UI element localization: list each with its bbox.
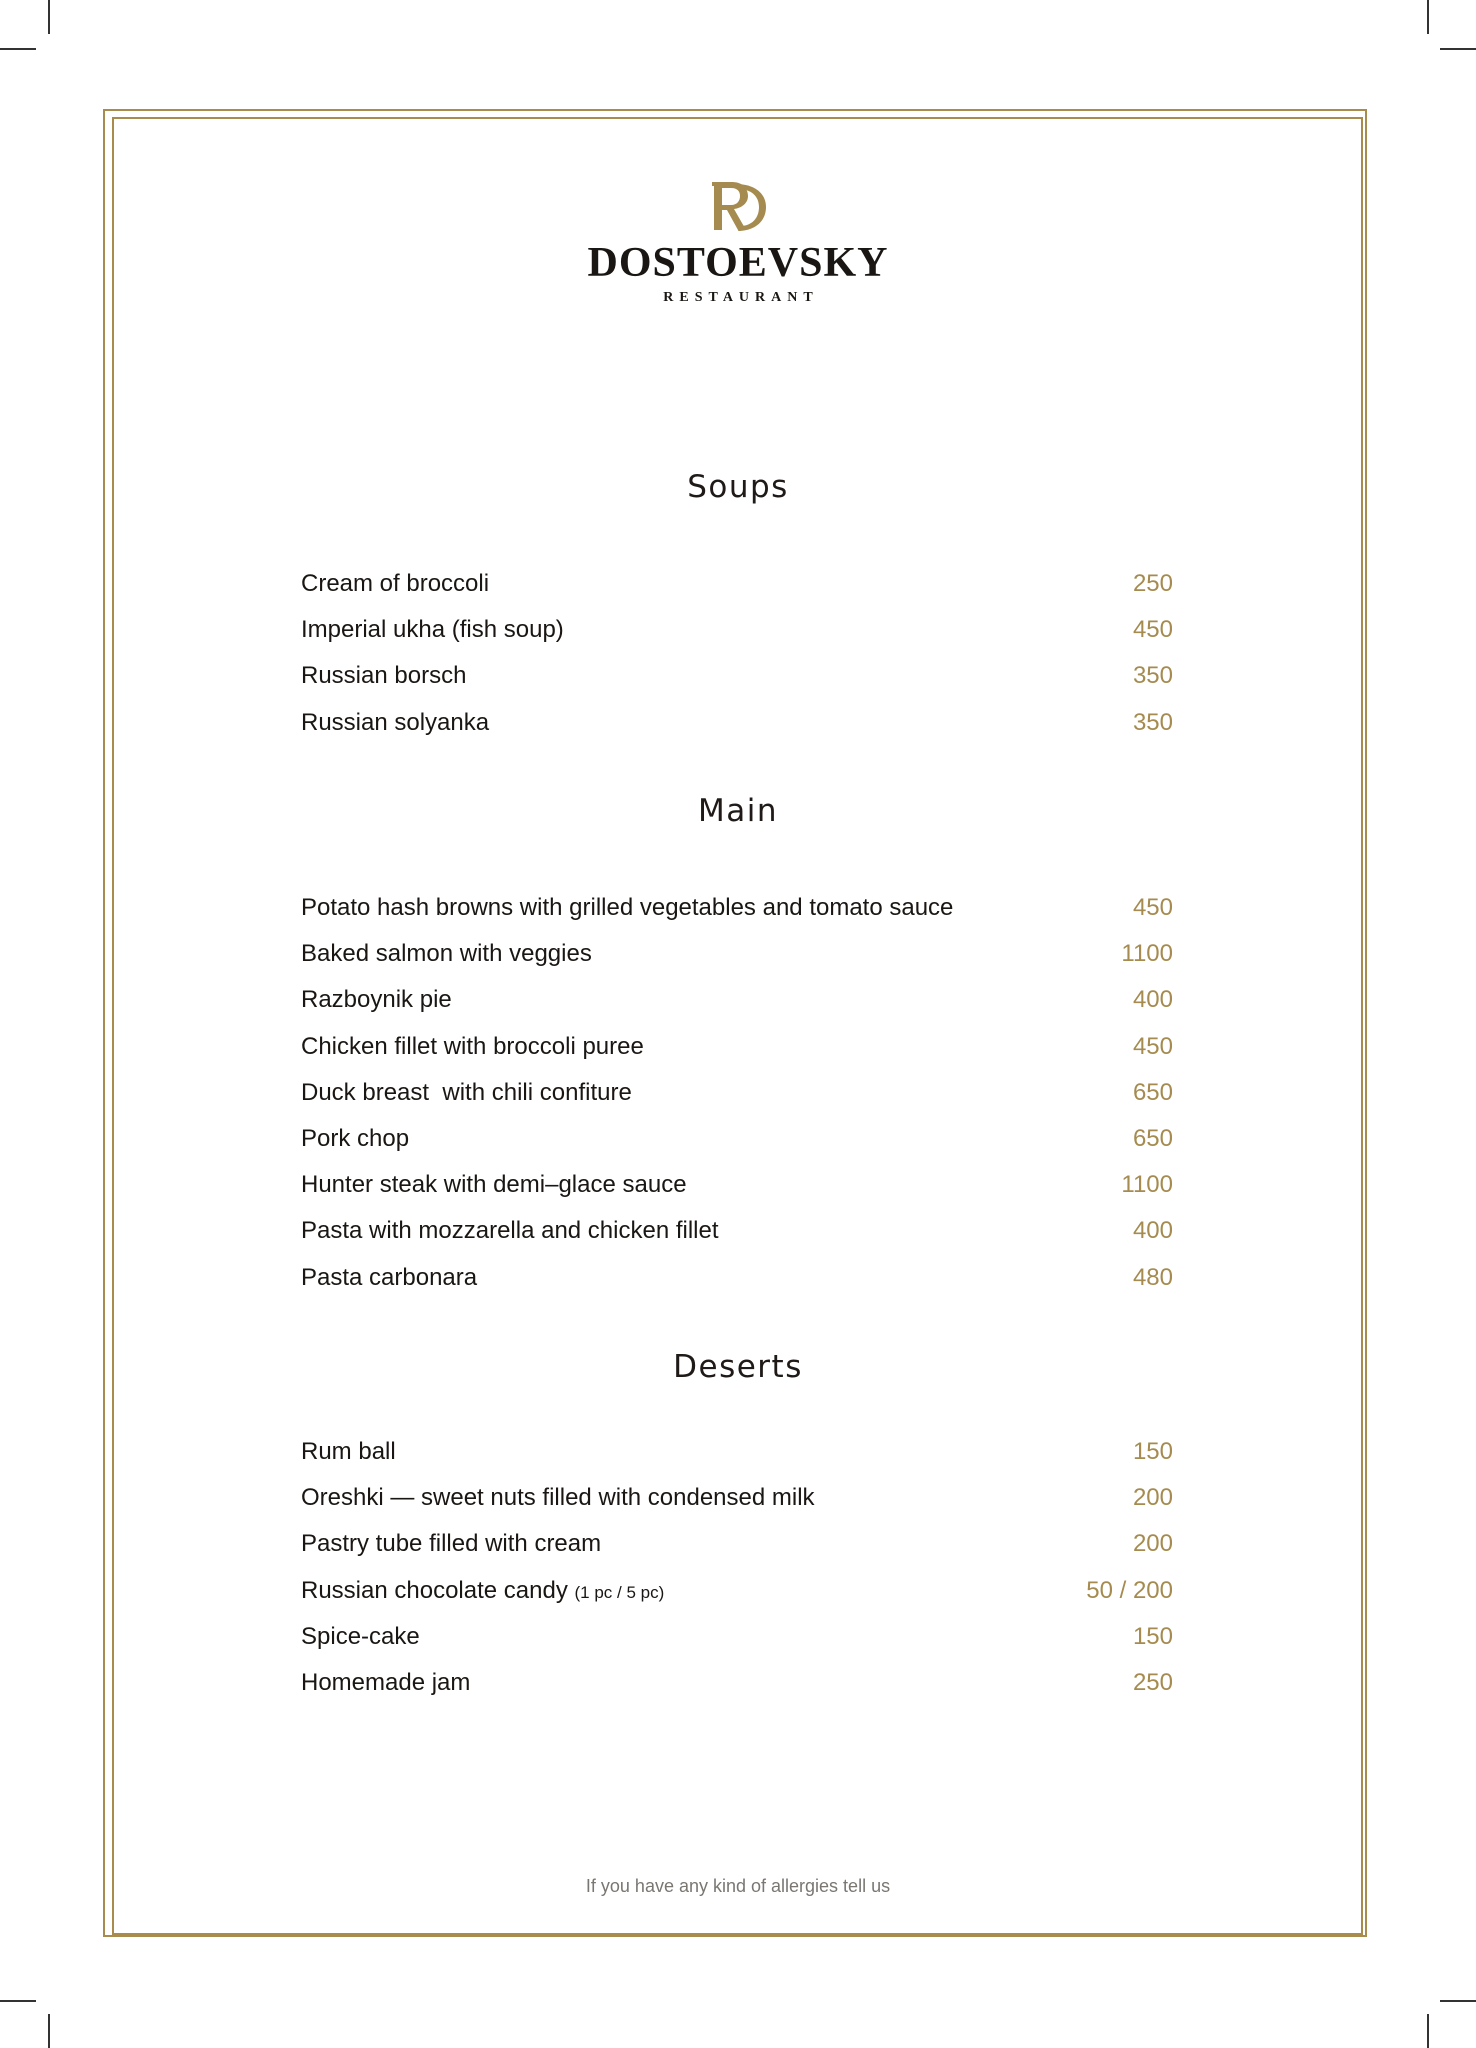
menu-item: [301, 1577, 1173, 1623]
menu-item: [301, 940, 1173, 986]
menu-item-price: 1100: [1121, 1171, 1173, 1199]
menu-item-name: Russian solyanka: [301, 708, 490, 736]
crop-mark: [48, 2014, 50, 2048]
allergy-note: If you have any kind of allergies tell us: [585, 1876, 891, 1896]
restaurant-name: DOSTOEVSKY: [587, 240, 889, 286]
menu-item-price: 50 / 200: [1086, 1576, 1173, 1604]
menu-item: [301, 986, 1173, 1032]
menu-item-name: Pork chop: [301, 1124, 410, 1152]
menu-item-name: Russian chocolate candy: [301, 1576, 568, 1604]
menu-item-price: 150: [1132, 1622, 1173, 1650]
menu-item: [301, 1079, 1173, 1125]
menu-item-name: Pasta with mozzarella and chicken fillet: [301, 1217, 719, 1245]
menu-item-name: Rum ball: [301, 1438, 396, 1465]
menu-item: [301, 1125, 1173, 1171]
menu-item: [301, 1264, 1173, 1310]
menu-item-name: Baked salmon with veggies: [301, 940, 592, 968]
menu-item-name: Homemade jam: [301, 1668, 471, 1696]
menu-item-name: Imperial ukha (fish soup): [301, 616, 564, 644]
menu-item-name: Duck breast with chili confiture: [301, 1078, 632, 1106]
menu-item-name: Cream of broccoli: [301, 570, 490, 597]
crop-mark: [0, 48, 36, 50]
menu-item: [301, 1623, 1173, 1669]
menu-item-price: 450: [1132, 1032, 1173, 1060]
restaurant-logo: [0, 178, 1476, 306]
menu-item: [301, 1171, 1173, 1217]
menu-item: [301, 709, 1173, 755]
menu-item: [301, 1217, 1173, 1263]
menu-item: [301, 1033, 1173, 1079]
menu-item: [301, 662, 1173, 708]
menu-item: [301, 1530, 1173, 1576]
crop-mark: [1427, 2014, 1429, 2048]
menu-item-name: Oreshki — sweet nuts filled with condensed milk: [301, 1484, 815, 1512]
menu-item-price: 350: [1132, 708, 1173, 736]
crop-mark: [0, 2000, 36, 2002]
menu-item-name: Spice-cake: [301, 1622, 420, 1650]
section-items-main: [301, 894, 1173, 1310]
menu-item-price: 450: [1132, 616, 1173, 644]
menu-item-price: 1100: [1121, 940, 1173, 968]
menu-item-price: 650: [1132, 1078, 1173, 1106]
menu-item: [301, 1669, 1173, 1715]
menu-item-price: 450: [1132, 894, 1173, 921]
menu-item-name: Pastry tube filled with cream: [301, 1530, 602, 1558]
crop-mark: [1440, 2000, 1476, 2002]
restaurant-subtitle: RESTAURANT: [663, 290, 819, 305]
menu-item-name: Chicken fillet with broccoli puree: [301, 1032, 644, 1060]
menu-item-price: 150: [1132, 1438, 1173, 1465]
menu-item-name: Hunter steak with demi–glace sauce: [301, 1171, 687, 1199]
menu-item-price: 250: [1132, 1668, 1173, 1696]
menu-item-name: Potato hash browns with grilled vegetables and tomato sauce: [301, 894, 954, 921]
menu-item: [301, 1438, 1173, 1484]
crop-mark: [48, 0, 50, 34]
menu-item-price: 400: [1132, 1217, 1173, 1245]
menu-item: [301, 894, 1173, 940]
menu-item-price: 350: [1132, 662, 1173, 690]
crop-mark: [1427, 0, 1429, 34]
menu-item-name: Pasta carbonara: [301, 1263, 478, 1291]
menu-item-price: 200: [1132, 1484, 1173, 1512]
menu-item-note: (1 pc / 5 pc): [574, 1582, 665, 1602]
section-items-deserts: [301, 1438, 1173, 1715]
menu-item: [301, 616, 1173, 662]
menu-item-name: Russian borsch: [301, 662, 467, 690]
section-title-deserts: Deserts: [673, 1349, 803, 1385]
menu-item: [301, 1484, 1173, 1530]
menu-item-name-with-note: [301, 1577, 664, 1605]
rd-monogram-icon: [706, 178, 770, 234]
menu-item-price: 200: [1132, 1530, 1173, 1558]
menu-item: [301, 570, 1173, 616]
section-title-soups: Soups: [687, 469, 789, 505]
menu-item-price: 400: [1132, 986, 1173, 1014]
section-items-soups: [301, 570, 1173, 755]
menu-item-price: 250: [1132, 570, 1173, 597]
menu-item-price: 650: [1132, 1124, 1173, 1152]
menu-item-name: Razboynik pie: [301, 986, 452, 1014]
menu-item-price: 480: [1132, 1263, 1173, 1291]
crop-mark: [1440, 48, 1476, 50]
section-title-main: Main: [697, 793, 778, 829]
